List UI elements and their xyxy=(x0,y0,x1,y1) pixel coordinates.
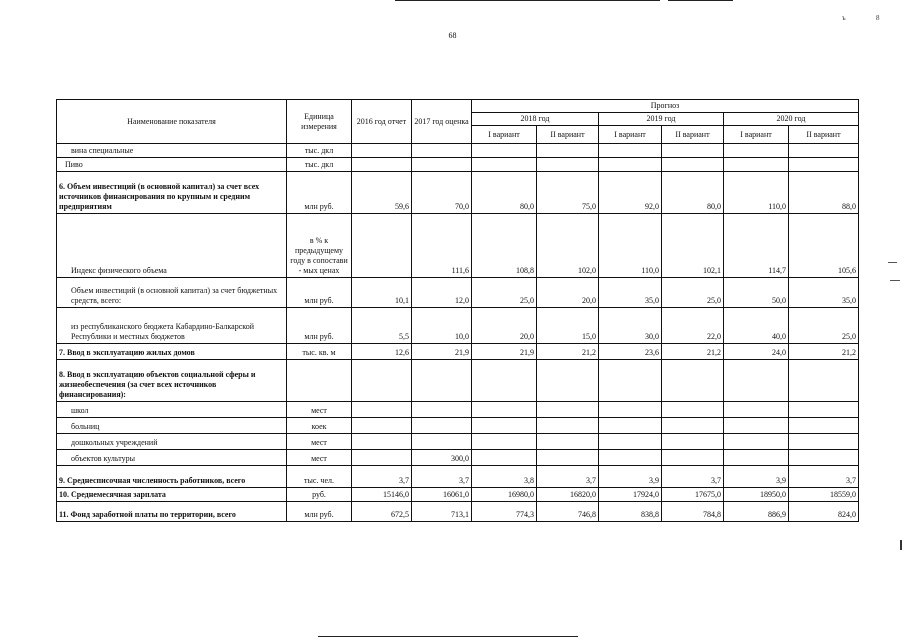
row-value: 10,0 xyxy=(412,308,472,344)
row-unit: в % к предыдущему году в сопостави - мых ценах xyxy=(287,214,352,278)
row-value xyxy=(599,402,662,418)
row-value xyxy=(724,418,789,434)
row-indicator-name: объектов культуры xyxy=(57,450,287,466)
row-value: 824,0 xyxy=(789,502,859,522)
row-value: 88,0 xyxy=(789,172,859,214)
row-value xyxy=(352,402,412,418)
row-value xyxy=(537,360,599,402)
row-indicator-name: 10. Среднемесячная зарплата xyxy=(57,488,287,502)
row-value xyxy=(724,360,789,402)
row-value: 3,9 xyxy=(724,466,789,488)
row-value: 50,0 xyxy=(724,278,789,308)
row-value: 108,8 xyxy=(472,214,537,278)
margin-mark-3 xyxy=(900,540,902,550)
row-value: 15,0 xyxy=(537,308,599,344)
header-unit: Единица измерения xyxy=(287,100,352,144)
scan-edge-bottom xyxy=(318,636,578,637)
row-value: 3,7 xyxy=(352,466,412,488)
header-forecast: Прогноз xyxy=(472,100,859,113)
row-value: 80,0 xyxy=(662,172,724,214)
row-value: 17675,0 xyxy=(662,488,724,502)
row-value xyxy=(412,418,472,434)
scan-edge-top xyxy=(395,0,660,1)
row-value: 886,9 xyxy=(724,502,789,522)
row-value xyxy=(352,418,412,434)
header-2020-variant-2: II вариант xyxy=(789,126,859,144)
row-value: 3,7 xyxy=(789,466,859,488)
row-unit: руб. xyxy=(287,488,352,502)
row-value: 59,6 xyxy=(352,172,412,214)
row-value xyxy=(472,360,537,402)
row-value xyxy=(537,158,599,172)
row-value xyxy=(472,418,537,434)
table-row xyxy=(57,402,859,418)
row-value: 102,1 xyxy=(662,214,724,278)
row-value: 16980,0 xyxy=(472,488,537,502)
row-value: 21,2 xyxy=(662,344,724,360)
header-2018-variant-1: I вариант xyxy=(472,126,537,144)
row-value: 20,0 xyxy=(472,308,537,344)
row-value xyxy=(412,434,472,450)
row-unit: тыс. дкл xyxy=(287,158,352,172)
row-value xyxy=(662,158,724,172)
row-value: 80,0 xyxy=(472,172,537,214)
row-value: 838,8 xyxy=(599,502,662,522)
page-number: 68 xyxy=(448,31,457,40)
row-value xyxy=(724,144,789,158)
row-indicator-name: Индекс физического объема xyxy=(57,214,287,278)
table-row xyxy=(57,434,859,450)
row-indicator-name: из республиканского бюджета Кабардино-Балкарской Республики и местных бюджетов xyxy=(57,308,287,344)
row-value xyxy=(662,402,724,418)
header-2020: 2020 год xyxy=(724,113,859,126)
row-unit: мест xyxy=(287,402,352,418)
scan-edge-top-right xyxy=(668,0,733,1)
header-2020-variant-1: I вариант xyxy=(724,126,789,144)
row-value xyxy=(599,360,662,402)
row-value xyxy=(352,144,412,158)
header-2019-variant-1: I вариант xyxy=(599,126,662,144)
row-value: 15146,0 xyxy=(352,488,412,502)
row-value: 746,8 xyxy=(537,502,599,522)
header-2019-variant-2: II вариант xyxy=(662,126,724,144)
table-body xyxy=(57,144,859,522)
row-value xyxy=(472,434,537,450)
row-value xyxy=(537,450,599,466)
row-indicator-name: 6. Объем инвестиций (в основной капитал) за счет всех источников финансирования по крупным и средним предприятиям xyxy=(57,172,287,214)
row-indicator-name: Пиво xyxy=(57,158,287,172)
row-value: 672,5 xyxy=(352,502,412,522)
row-unit: мест xyxy=(287,434,352,450)
row-value: 92,0 xyxy=(599,172,662,214)
row-value xyxy=(352,360,412,402)
row-value: 21,9 xyxy=(472,344,537,360)
row-value: 784,8 xyxy=(662,502,724,522)
row-value: 713,1 xyxy=(412,502,472,522)
row-value xyxy=(789,158,859,172)
row-value xyxy=(472,144,537,158)
table-row xyxy=(57,488,859,502)
row-value xyxy=(662,144,724,158)
row-value: 105,6 xyxy=(789,214,859,278)
row-indicator-name: школ xyxy=(57,402,287,418)
row-value: 35,0 xyxy=(599,278,662,308)
row-value xyxy=(789,418,859,434)
row-unit: мест xyxy=(287,450,352,466)
row-value xyxy=(352,450,412,466)
header-2018: 2018 год xyxy=(472,113,599,126)
row-indicator-name: 11. Фонд заработной платы по территории, всего xyxy=(57,502,287,522)
row-value: 12,0 xyxy=(412,278,472,308)
row-indicator-name: 7. Ввод в эксплуатацию жилых домов xyxy=(57,344,287,360)
row-value xyxy=(472,402,537,418)
row-value xyxy=(472,450,537,466)
row-value: 35,0 xyxy=(789,278,859,308)
header-2019: 2019 год xyxy=(599,113,724,126)
table-row xyxy=(57,278,859,308)
row-value: 21,2 xyxy=(789,344,859,360)
row-unit: млн руб. xyxy=(287,278,352,308)
row-value: 774,3 xyxy=(472,502,537,522)
header-2016: 2016 год отчет xyxy=(352,100,412,144)
row-value: 12,6 xyxy=(352,344,412,360)
row-value xyxy=(724,434,789,450)
row-value xyxy=(724,402,789,418)
row-value xyxy=(537,144,599,158)
row-unit: тыс. чел. xyxy=(287,466,352,488)
row-value xyxy=(724,450,789,466)
row-value: 25,0 xyxy=(662,278,724,308)
row-value: 3,7 xyxy=(537,466,599,488)
row-value: 3,7 xyxy=(412,466,472,488)
row-value xyxy=(662,450,724,466)
row-value xyxy=(662,434,724,450)
margin-mark-2 xyxy=(890,280,900,281)
row-value xyxy=(537,418,599,434)
row-value: 17924,0 xyxy=(599,488,662,502)
row-value xyxy=(352,214,412,278)
row-indicator-name: 9. Среднесписочная численность работников, всего xyxy=(57,466,287,488)
margin-mark-1 xyxy=(888,262,897,263)
row-value xyxy=(789,144,859,158)
row-unit: млн руб. xyxy=(287,172,352,214)
row-value xyxy=(789,434,859,450)
row-value: 21,9 xyxy=(412,344,472,360)
row-value: 110,0 xyxy=(724,172,789,214)
row-value: 3,9 xyxy=(599,466,662,488)
row-value xyxy=(352,434,412,450)
row-value xyxy=(537,402,599,418)
row-value: 25,0 xyxy=(472,278,537,308)
row-unit: коек xyxy=(287,418,352,434)
row-indicator-name: больниц xyxy=(57,418,287,434)
table-row xyxy=(57,466,859,488)
row-value xyxy=(412,402,472,418)
row-unit xyxy=(287,360,352,402)
row-indicator-name: Объем инвестиций (в основной капитал) за счет бюджетных средств, всего: xyxy=(57,278,287,308)
table-row xyxy=(57,172,859,214)
row-value xyxy=(662,418,724,434)
row-value: 24,0 xyxy=(724,344,789,360)
table-row xyxy=(57,418,859,434)
row-value: 25,0 xyxy=(789,308,859,344)
row-value: 16820,0 xyxy=(537,488,599,502)
row-value: 18950,0 xyxy=(724,488,789,502)
row-value: 102,0 xyxy=(537,214,599,278)
row-value: 18559,0 xyxy=(789,488,859,502)
row-indicator-name: 8. Ввод в эксплуатацию объектов социальной сферы и жизнеобеспечения (за счет всех источников финансирования): xyxy=(57,360,287,402)
row-value: 10,1 xyxy=(352,278,412,308)
table-row xyxy=(57,144,859,158)
row-value: 111,6 xyxy=(412,214,472,278)
row-value: 23,6 xyxy=(599,344,662,360)
row-value: 114,7 xyxy=(724,214,789,278)
row-value xyxy=(412,158,472,172)
row-unit: млн руб. xyxy=(287,502,352,522)
row-value xyxy=(412,360,472,402)
table-row xyxy=(57,308,859,344)
row-value xyxy=(789,402,859,418)
header-2017: 2017 год оценка xyxy=(412,100,472,144)
table-row xyxy=(57,360,859,402)
row-unit: млн руб. xyxy=(287,308,352,344)
row-value xyxy=(789,360,859,402)
row-value xyxy=(599,450,662,466)
row-value: 16061,0 xyxy=(412,488,472,502)
table-row xyxy=(57,450,859,466)
row-value xyxy=(352,158,412,172)
row-value: 300,0 xyxy=(412,450,472,466)
row-value xyxy=(599,434,662,450)
row-value: 3,7 xyxy=(662,466,724,488)
row-value xyxy=(599,158,662,172)
row-value: 3,8 xyxy=(472,466,537,488)
corner-mark-1: ъ xyxy=(842,14,846,22)
row-value: 110,0 xyxy=(599,214,662,278)
table-row xyxy=(57,344,859,360)
row-value xyxy=(412,144,472,158)
row-value: 22,0 xyxy=(662,308,724,344)
row-unit: тыс. дкл xyxy=(287,144,352,158)
row-value: 21,2 xyxy=(537,344,599,360)
row-value: 70,0 xyxy=(412,172,472,214)
row-value: 75,0 xyxy=(537,172,599,214)
row-unit: тыс. кв. м xyxy=(287,344,352,360)
row-value: 20,0 xyxy=(537,278,599,308)
forecast-table xyxy=(56,99,859,522)
row-indicator-name: дошкольных учреждений xyxy=(57,434,287,450)
row-indicator-name: вина специальные xyxy=(57,144,287,158)
table-row xyxy=(57,158,859,172)
row-value: 40,0 xyxy=(724,308,789,344)
header-2018-variant-2: II вариант xyxy=(537,126,599,144)
row-value xyxy=(599,144,662,158)
table-row xyxy=(57,502,859,522)
header-indicator: Наименование показателя xyxy=(57,100,287,144)
row-value xyxy=(789,450,859,466)
row-value xyxy=(724,158,789,172)
row-value xyxy=(599,418,662,434)
corner-mark-2: 8 xyxy=(876,14,880,22)
row-value xyxy=(472,158,537,172)
table-row xyxy=(57,214,859,278)
row-value xyxy=(537,434,599,450)
row-value: 30,0 xyxy=(599,308,662,344)
row-value xyxy=(662,360,724,402)
row-value: 5,5 xyxy=(352,308,412,344)
